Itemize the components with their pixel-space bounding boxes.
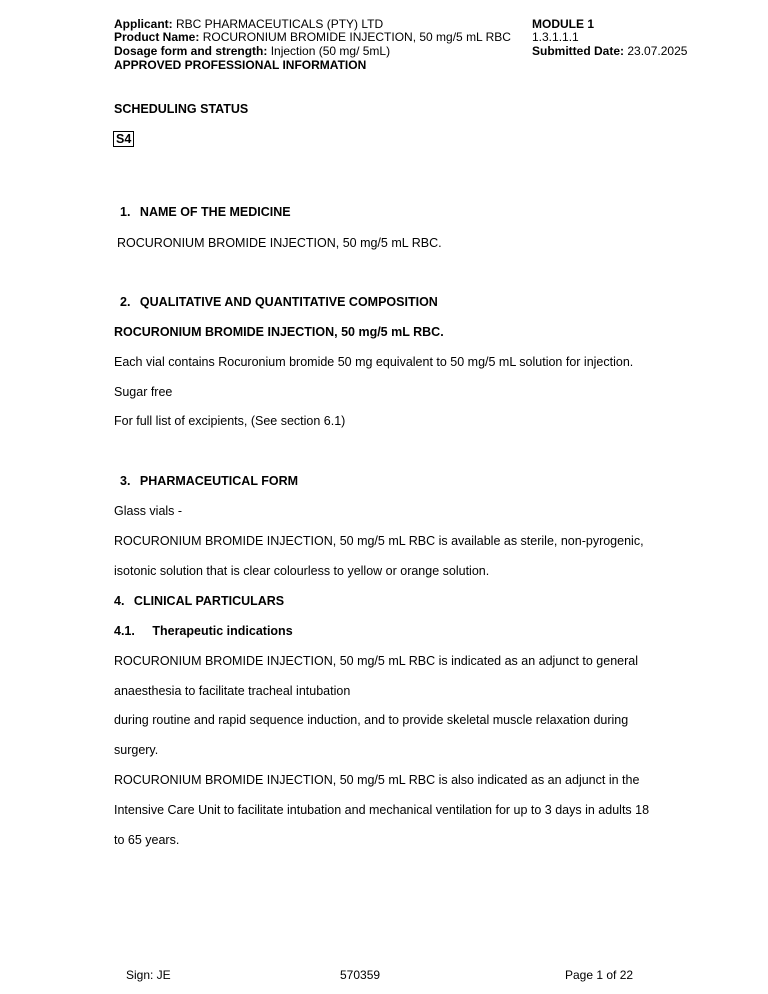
section1-number: 1. [120,205,131,219]
section4-line: ROCURONIUM BROMIDE INJECTION, 50 mg/5 mL RBC is also indicated as an adjunct in the [114,773,640,787]
section1-heading [120,205,291,219]
section4-line: anaesthesia to facilitate tracheal intubation [114,684,351,698]
section2-line: For full list of excipients, (See section 6.1) [114,414,346,428]
section2-title: QUALITATIVE AND QUANTITATIVE COMPOSITION [139,295,438,309]
applicant-label: Applicant: [114,17,173,31]
section2-number: 2. [120,295,131,309]
submitted-line [532,45,687,59]
scheduling-title: SCHEDULING STATUS [114,102,249,116]
section3-line: isotonic solution that is clear colourless to yellow or orange solution. [114,564,490,578]
module-number: 1.3.1.1.1 [532,30,579,44]
approved-label: APPROVED PROFESSIONAL INFORMATION [114,58,367,72]
scheduling-status-badge: S4 [113,131,134,147]
section3-line: ROCURONIUM BROMIDE INJECTION, 50 mg/5 mL RBC is available as sterile, non-pyrogenic, [114,534,644,548]
applicant-value: RBC PHARMACEUTICALS (PTY) LTD [176,17,384,31]
module-label: MODULE 1 [532,17,595,31]
section2-line: Sugar free [114,385,173,399]
product-label: Product Name: [114,30,200,44]
section4-1-heading [114,624,293,638]
footer-code: 570359 [340,968,381,982]
dosage-line [114,45,390,59]
section4-1-title: Therapeutic indications [152,624,293,638]
footer-sign: Sign: JE [126,968,171,982]
product-value: ROCURONIUM BROMIDE INJECTION, 50 mg/5 mL RBC [202,30,511,44]
section1-text: ROCURONIUM BROMIDE INJECTION, 50 mg/5 mL RBC. [117,236,442,250]
section3-line: Glass vials - [114,504,183,518]
section3-title: PHARMACEUTICAL FORM [139,474,299,488]
dosage-label: Dosage form and strength: [114,44,268,58]
section1-title: NAME OF THE MEDICINE [139,205,291,219]
section4-heading [114,594,284,608]
submitted-value: 23.07.2025 [627,44,688,58]
section3-heading [120,474,298,488]
section4-line: to 65 years. [114,833,180,847]
section4-number: 4. [114,594,125,608]
section4-line: Intensive Care Unit to facilitate intubation and mechanical ventilation for up to 3 days in adults 18 [114,803,650,817]
section2-subtitle: ROCURONIUM BROMIDE INJECTION, 50 mg/5 mL RBC. [114,325,444,339]
section2-heading [120,295,438,309]
section3-number: 3. [120,474,131,488]
dosage-value: Injection (50 mg/ 5mL) [270,44,391,58]
section4-title: CLINICAL PARTICULARS [133,594,285,608]
section4-line: ROCURONIUM BROMIDE INJECTION, 50 mg/5 mL RBC is indicated as an adjunct to general [114,654,639,668]
product-line [114,31,511,45]
section2-line: Each vial contains Rocuronium bromide 50 mg equivalent to 50 mg/5 mL solution for injection. [114,355,634,369]
footer-page-number: Page 1 of 22 [565,968,634,982]
submitted-label: Submitted Date: [532,44,625,58]
section4-1-number: 4.1. [114,624,135,638]
section4-line: during routine and rapid sequence induction, and to provide skeletal muscle relaxation during [114,713,629,727]
section4-line: surgery. [114,743,159,757]
